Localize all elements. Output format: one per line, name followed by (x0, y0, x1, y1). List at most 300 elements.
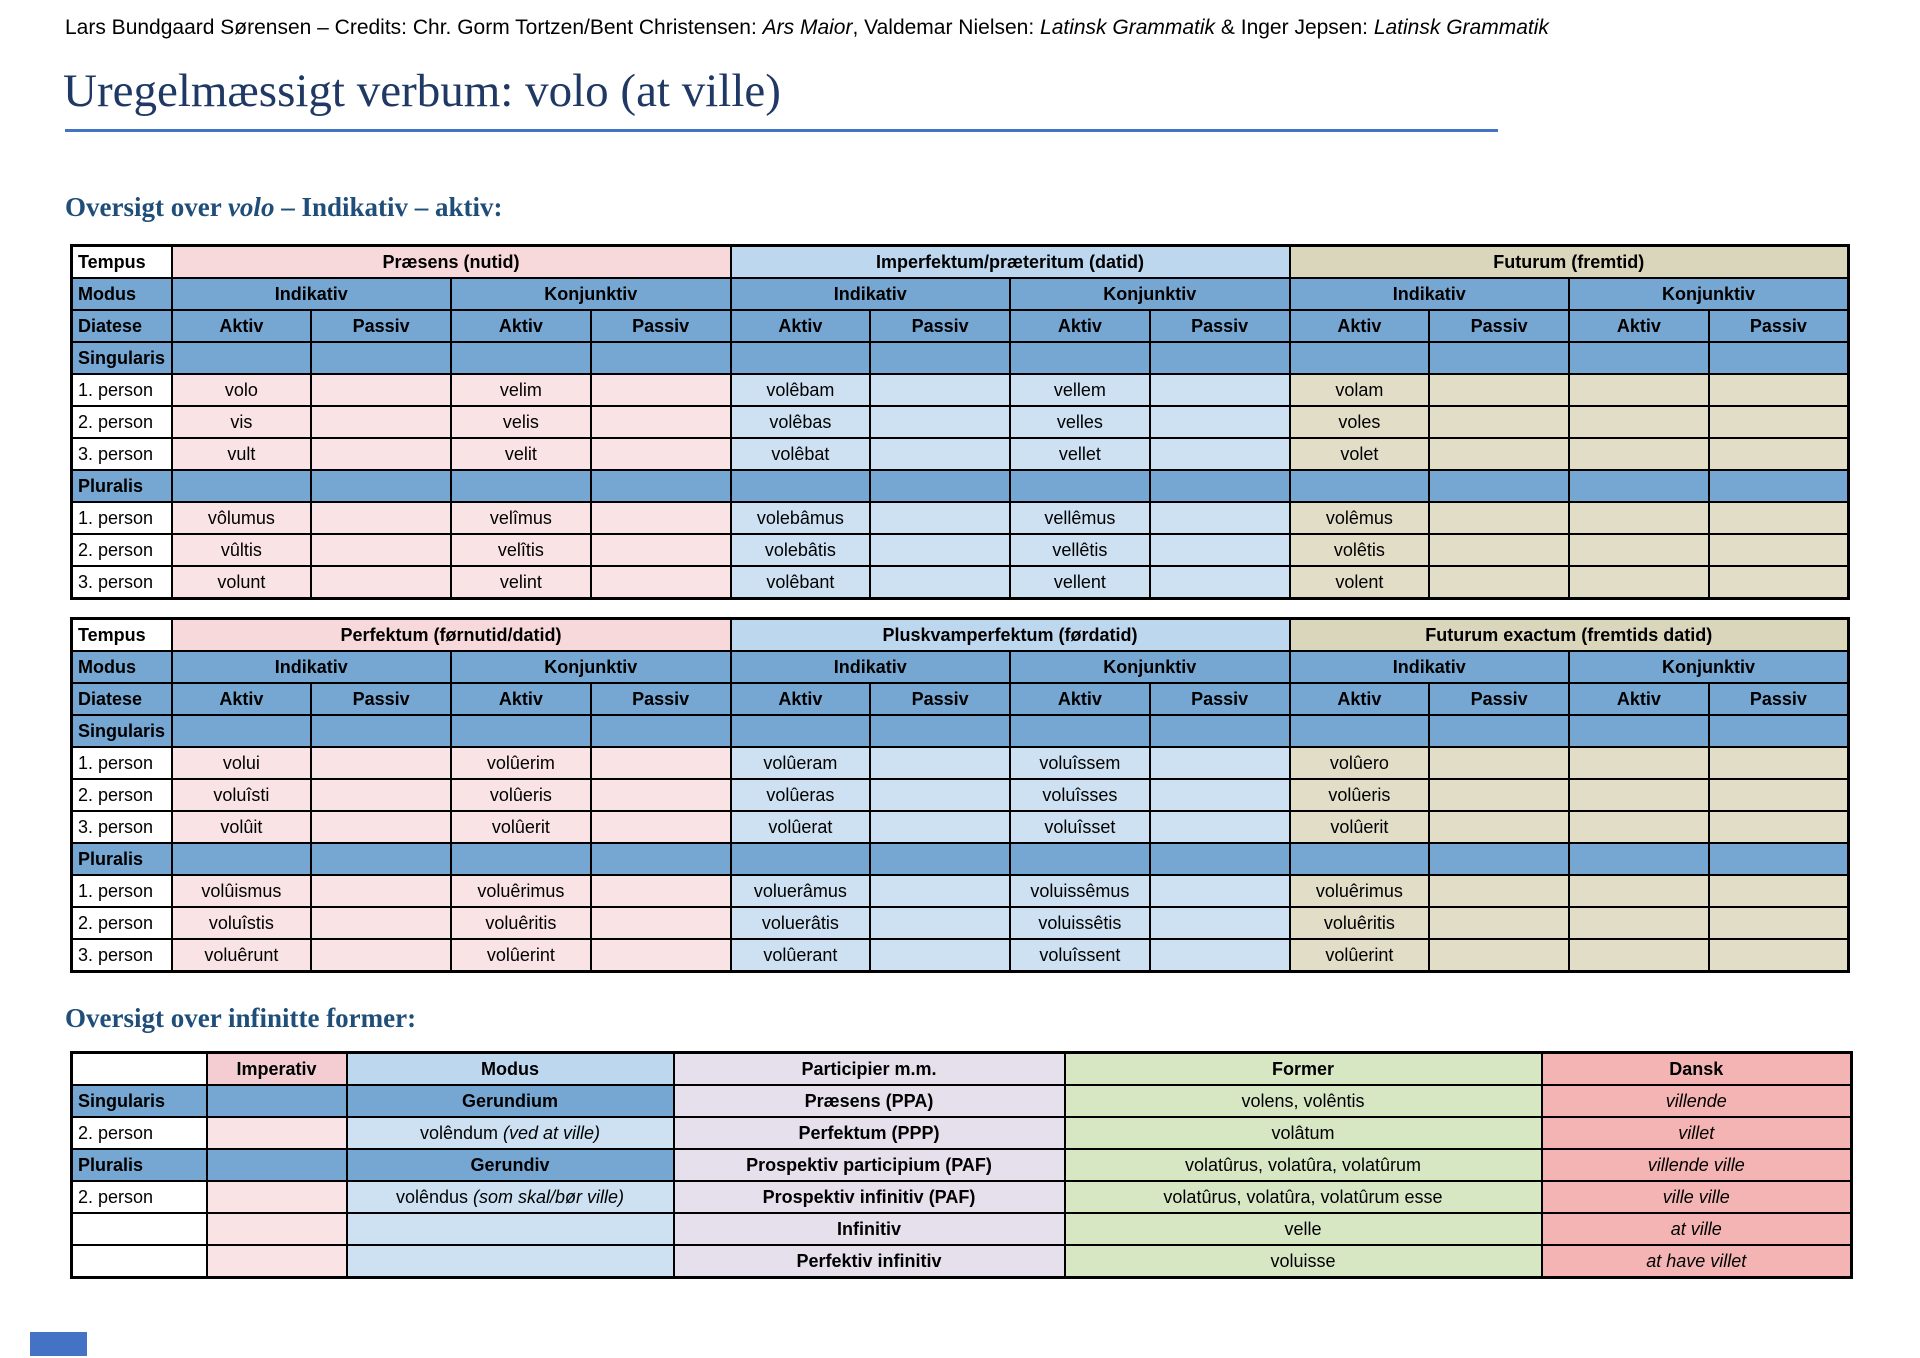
tempus-label: Tempus (72, 246, 172, 279)
empty-cell (870, 939, 1010, 972)
band-cell (207, 1085, 347, 1117)
empty-cell (207, 1213, 347, 1245)
form-cell: voluêritis (451, 907, 591, 939)
table-row (72, 779, 1849, 811)
person-label: 2. person (72, 779, 172, 811)
form-cell: volûeras (731, 779, 871, 811)
empty-cell (870, 374, 1010, 406)
empty-cell (1150, 566, 1290, 599)
empty-cell (1150, 939, 1290, 972)
form-cell: velit (451, 438, 591, 470)
tense-header-futurum-exactum: Futurum exactum (fremtids datid) (1290, 619, 1849, 652)
tense-header-praesens: Præsens (nutid) (172, 246, 731, 279)
empty-cell (1709, 939, 1849, 972)
credits-line (65, 16, 1549, 40)
band-cell (1429, 470, 1569, 502)
table-row (72, 1213, 1852, 1245)
diatese-header: Passiv (591, 310, 731, 342)
table-row (72, 1181, 1852, 1213)
form-cell (1569, 907, 1709, 939)
form-cell (1569, 374, 1709, 406)
dansk-cell: ville ville (1542, 1181, 1852, 1213)
table-row (72, 406, 1849, 438)
diatese-header: Passiv (1150, 310, 1290, 342)
band-cell (1709, 715, 1849, 747)
empty-cell (1429, 747, 1569, 779)
empty-cell (870, 779, 1010, 811)
form-cell (1569, 875, 1709, 907)
empty-cell (591, 502, 731, 534)
table-row (72, 1245, 1852, 1278)
diatese-header: Passiv (1429, 310, 1569, 342)
form-cell: voluissêtis (1010, 907, 1150, 939)
tempus-label: Tempus (72, 619, 172, 652)
person-label: 1. person (72, 502, 172, 534)
page-title: Uregelmæssigt verbum: volo (at ville) (63, 65, 781, 117)
form-cell: volûerim (451, 747, 591, 779)
empty-cell (591, 907, 731, 939)
form-cell: vellêmus (1010, 502, 1150, 534)
pluralis-label: Pluralis (72, 843, 172, 875)
empty-cell (1150, 374, 1290, 406)
empty-cell (591, 566, 731, 599)
form-cell: velint (451, 566, 591, 599)
modus-header: Indikativ (731, 278, 1011, 310)
empty-cell (591, 779, 731, 811)
diatese-header: Passiv (591, 683, 731, 715)
former-cell: volatûrus, volatûra, volatûrum (1065, 1149, 1542, 1181)
person-label: 3. person (72, 811, 172, 843)
form-cell: vult (172, 438, 312, 470)
modus-header: Konjunktiv (451, 278, 731, 310)
person-label: 2. person (72, 1117, 207, 1149)
participier-cell: Prospektiv infinitiv (PAF) (674, 1181, 1065, 1213)
modus-header: Konjunktiv (451, 651, 731, 683)
band-cell (1290, 342, 1430, 374)
form-cell: volêbam (731, 374, 871, 406)
modus-header: Indikativ (172, 278, 452, 310)
band-cell (311, 470, 451, 502)
empty-cell (72, 1245, 207, 1278)
empty-cell (311, 939, 451, 972)
band-cell (1569, 843, 1709, 875)
diatese-header: Passiv (311, 683, 451, 715)
form-cell (1569, 939, 1709, 972)
empty-cell (1150, 502, 1290, 534)
participier-cell: Præsens (PPA) (674, 1085, 1065, 1117)
empty-cell (870, 907, 1010, 939)
diatese-row (72, 310, 1849, 342)
singularis-label: Singularis (72, 1085, 207, 1117)
participier-cell: Prospektiv participium (PAF) (674, 1149, 1065, 1181)
empty-cell (870, 502, 1010, 534)
empty-cell (870, 566, 1010, 599)
empty-cell (1150, 534, 1290, 566)
form-cell (1569, 534, 1709, 566)
band-cell (1010, 470, 1150, 502)
person-label: 1. person (72, 374, 172, 406)
table-row (72, 939, 1849, 972)
form-cell: velîtis (451, 534, 591, 566)
form-cell: volo (172, 374, 312, 406)
singularis-band-row (72, 715, 1849, 747)
diatese-header: Aktiv (1569, 683, 1709, 715)
empty-cell (311, 374, 451, 406)
table-row (72, 875, 1849, 907)
diatese-header: Passiv (870, 310, 1010, 342)
empty-cell (1709, 811, 1849, 843)
form-cell (1569, 747, 1709, 779)
band-cell (311, 843, 451, 875)
empty-cell (1709, 438, 1849, 470)
form-cell: volûeris (1290, 779, 1430, 811)
diatese-header: Passiv (1709, 683, 1849, 715)
dansk-cell: at ville (1542, 1213, 1852, 1245)
imperativ-header: Imperativ (207, 1053, 347, 1086)
dansk-header: Dansk (1542, 1053, 1852, 1086)
diatese-header: Aktiv (1290, 683, 1430, 715)
band-cell (1709, 342, 1849, 374)
modus-header: Konjunktiv (1010, 651, 1290, 683)
table-row (72, 747, 1849, 779)
modus-header: Indikativ (1290, 278, 1570, 310)
form-cell: velîmus (451, 502, 591, 534)
band-cell (1709, 843, 1849, 875)
pluralis-band-row (72, 470, 1849, 502)
empty-cell (1429, 779, 1569, 811)
tempus-row (72, 246, 1849, 279)
former-cell: voluisse (1065, 1245, 1542, 1278)
band-cell (870, 715, 1010, 747)
person-label: 2. person (72, 406, 172, 438)
form-cell: voluêritis (1290, 907, 1430, 939)
section-heading-indikativ-aktiv (65, 192, 503, 223)
form-cell: voles (1290, 406, 1430, 438)
gerundium-form-cell (347, 1117, 674, 1149)
empty-cell (591, 374, 731, 406)
empty-cell (591, 438, 731, 470)
form-cell: voluîssem (1010, 747, 1150, 779)
band-cell (1429, 342, 1569, 374)
table-row (72, 811, 1849, 843)
form-cell: voluêrimus (1290, 875, 1430, 907)
empty-cell (591, 939, 731, 972)
empty-cell (870, 811, 1010, 843)
empty-cell (311, 534, 451, 566)
empty-cell (347, 1213, 674, 1245)
diatese-header: Passiv (1709, 310, 1849, 342)
diatese-header: Aktiv (1010, 310, 1150, 342)
pluralis-label: Pluralis (72, 1149, 207, 1181)
latin-form: volêndus (395, 1186, 474, 1207)
form-cell: voluissêmus (1010, 875, 1150, 907)
singularis-band-row (72, 342, 1849, 374)
form-cell: vûltis (172, 534, 312, 566)
form-cell: voluîstis (172, 907, 312, 939)
empty-cell (1709, 875, 1849, 907)
band-cell (1429, 715, 1569, 747)
empty-cell (1709, 534, 1849, 566)
empty-header-cell (72, 1053, 207, 1086)
danish-gloss: (ved at ville) (503, 1122, 601, 1143)
band-cell (1290, 715, 1430, 747)
empty-cell (870, 406, 1010, 438)
band-cell (451, 843, 591, 875)
person-label: 2. person (72, 534, 172, 566)
band-cell (591, 843, 731, 875)
modus-header: Modus (347, 1053, 674, 1086)
modus-row (72, 278, 1849, 310)
form-cell: volûeram (731, 747, 871, 779)
former-cell: volatûrus, volatûra, volatûrum esse (1065, 1181, 1542, 1213)
band-cell (1010, 843, 1150, 875)
modus-header: Konjunktiv (1010, 278, 1290, 310)
pluralis-band-row (72, 843, 1849, 875)
participier-cell: Infinitiv (674, 1213, 1065, 1245)
form-cell: volûerit (1290, 811, 1430, 843)
empty-cell (1429, 438, 1569, 470)
empty-cell (1150, 907, 1290, 939)
empty-cell (591, 406, 731, 438)
form-cell: volûerint (1290, 939, 1430, 972)
form-cell: volebâmus (731, 502, 871, 534)
latin-form: volêndum (419, 1122, 504, 1143)
empty-cell (1429, 907, 1569, 939)
credits-work-title: Ars Maior (762, 16, 853, 39)
singularis-label: Singularis (72, 342, 172, 374)
band-cell (172, 470, 312, 502)
table-row (72, 374, 1849, 406)
band-cell (1709, 470, 1849, 502)
band-cell (207, 1149, 347, 1181)
tense-header-pluskvamperfektum: Pluskvamperfektum (førdatid) (731, 619, 1290, 652)
dansk-cell: villet (1542, 1117, 1852, 1149)
credits-text: , Valdemar Nielsen: (852, 16, 1041, 39)
person-label: 1. person (72, 747, 172, 779)
heading-text: – Indikativ – aktiv: (274, 192, 503, 222)
form-cell: volêbat (731, 438, 871, 470)
t3-header-row (72, 1053, 1852, 1086)
band-cell (1150, 470, 1290, 502)
credits-work-title: Latinsk Grammatik (1373, 16, 1549, 39)
form-cell: volûerint (451, 939, 591, 972)
band-cell (591, 342, 731, 374)
empty-cell (1150, 875, 1290, 907)
empty-cell (870, 438, 1010, 470)
form-cell: voluerâmus (731, 875, 871, 907)
empty-cell (311, 438, 451, 470)
form-cell: vôlumus (172, 502, 312, 534)
band-cell (591, 715, 731, 747)
diatese-header: Aktiv (451, 310, 591, 342)
band-cell (1569, 342, 1709, 374)
form-cell: volui (172, 747, 312, 779)
empty-cell (1429, 939, 1569, 972)
empty-cell (207, 1245, 347, 1278)
empty-cell (591, 747, 731, 779)
empty-cell (347, 1245, 674, 1278)
band-cell (311, 342, 451, 374)
section-heading-infinitte-former (65, 1003, 416, 1034)
heading-text: Oversigt over (65, 192, 228, 222)
band-cell (731, 715, 871, 747)
empty-cell (1709, 566, 1849, 599)
modus-header: Konjunktiv (1569, 651, 1849, 683)
form-cell: vellêtis (1010, 534, 1150, 566)
diatese-header: Passiv (311, 310, 451, 342)
empty-cell (870, 747, 1010, 779)
diatese-header: Aktiv (1010, 683, 1150, 715)
empty-cell (1150, 811, 1290, 843)
form-cell: volunt (172, 566, 312, 599)
gerundiv-form-cell (347, 1181, 674, 1213)
band-cell (451, 715, 591, 747)
gerundium-cell: Gerundium (347, 1085, 674, 1117)
form-cell (1569, 811, 1709, 843)
table-row (72, 502, 1849, 534)
empty-cell (1150, 406, 1290, 438)
form-cell: velim (451, 374, 591, 406)
band-cell (1290, 470, 1430, 502)
empty-cell (1150, 438, 1290, 470)
empty-cell (207, 1181, 347, 1213)
modus-header: Indikativ (172, 651, 452, 683)
form-cell: vellent (1010, 566, 1150, 599)
table-row (72, 438, 1849, 470)
table-row (72, 566, 1849, 599)
empty-cell (1429, 534, 1569, 566)
diatese-header: Aktiv (731, 310, 871, 342)
empty-cell (311, 907, 451, 939)
form-cell: volûit (172, 811, 312, 843)
form-cell: voluêrunt (172, 939, 312, 972)
form-cell: voluîssent (1010, 939, 1150, 972)
table-row (72, 1085, 1852, 1117)
band-cell (731, 470, 871, 502)
form-cell: volam (1290, 374, 1430, 406)
credits-text: Lars Bundgaard Sørensen – Credits: Chr. Gorm Tortzen/Bent Christensen: (65, 16, 763, 39)
title-underline-rule (65, 129, 1498, 132)
empty-cell (1709, 747, 1849, 779)
empty-cell (1429, 502, 1569, 534)
tense-header-perfektum: Perfektum (førnutid/datid) (172, 619, 731, 652)
tense-header-futurum: Futurum (fremtid) (1290, 246, 1849, 279)
table-row (72, 907, 1849, 939)
former-cell: velle (1065, 1213, 1542, 1245)
empty-cell (1429, 374, 1569, 406)
diatese-header: Passiv (1150, 683, 1290, 715)
form-cell: volûero (1290, 747, 1430, 779)
empty-cell (591, 811, 731, 843)
band-cell (1010, 715, 1150, 747)
empty-cell (311, 811, 451, 843)
gerundiv-cell: Gerundiv (347, 1149, 674, 1181)
diatese-header: Aktiv (731, 683, 871, 715)
diatese-label: Diatese (72, 310, 172, 342)
tempus-row (72, 619, 1849, 652)
empty-cell (591, 875, 731, 907)
form-cell: volêmus (1290, 502, 1430, 534)
conjugation-table-perfektum-pluskvamperfektum-futurum-exactum (70, 617, 1850, 973)
participier-cell: Perfektiv infinitiv (674, 1245, 1065, 1278)
form-cell: volebâtis (731, 534, 871, 566)
empty-cell (1429, 811, 1569, 843)
band-cell (1290, 843, 1430, 875)
conjugation-table-praesens-imperfektum-futurum (70, 244, 1850, 600)
band-cell (1150, 342, 1290, 374)
form-cell: voluîsset (1010, 811, 1150, 843)
diatese-header: Passiv (1429, 683, 1569, 715)
empty-cell (207, 1117, 347, 1149)
form-cell: vis (172, 406, 312, 438)
empty-cell (311, 502, 451, 534)
band-cell (591, 470, 731, 502)
diatese-label: Diatese (72, 683, 172, 715)
band-cell (172, 342, 312, 374)
person-label: 3. person (72, 438, 172, 470)
person-label: 2. person (72, 907, 172, 939)
modus-row (72, 651, 1849, 683)
form-cell: volêtis (1290, 534, 1430, 566)
band-cell (731, 843, 871, 875)
empty-cell (1709, 907, 1849, 939)
table-row (72, 1117, 1852, 1149)
corner-accent-square (30, 1332, 87, 1356)
diatese-row (72, 683, 1849, 715)
modus-header: Konjunktiv (1569, 278, 1849, 310)
band-cell (870, 470, 1010, 502)
form-cell: volûerit (451, 811, 591, 843)
empty-cell (1429, 406, 1569, 438)
diatese-header: Aktiv (1569, 310, 1709, 342)
band-cell (451, 470, 591, 502)
form-cell: volent (1290, 566, 1430, 599)
diatese-header: Aktiv (1290, 310, 1430, 342)
form-cell: voluîsses (1010, 779, 1150, 811)
band-cell (731, 342, 871, 374)
dansk-cell: at have villet (1542, 1245, 1852, 1278)
empty-cell (311, 747, 451, 779)
empty-cell (311, 779, 451, 811)
band-cell (870, 342, 1010, 374)
former-cell: volens, volêntis (1065, 1085, 1542, 1117)
empty-cell (870, 875, 1010, 907)
former-header: Former (1065, 1053, 1542, 1086)
form-cell: vellet (1010, 438, 1150, 470)
form-cell: vellem (1010, 374, 1150, 406)
diatese-header: Aktiv (172, 683, 312, 715)
pluralis-label: Pluralis (72, 470, 172, 502)
table-row (72, 534, 1849, 566)
form-cell: velis (451, 406, 591, 438)
form-cell: volûeris (451, 779, 591, 811)
empty-cell (870, 534, 1010, 566)
form-cell (1569, 502, 1709, 534)
band-cell (1429, 843, 1569, 875)
singularis-label: Singularis (72, 715, 172, 747)
empty-cell (311, 566, 451, 599)
band-cell (311, 715, 451, 747)
person-label: 3. person (72, 566, 172, 599)
empty-cell (1429, 875, 1569, 907)
credits-text: & Inger Jepsen: (1215, 16, 1374, 39)
band-cell (1569, 470, 1709, 502)
form-cell (1569, 566, 1709, 599)
form-cell: velles (1010, 406, 1150, 438)
empty-cell (311, 406, 451, 438)
dansk-cell: villende ville (1542, 1149, 1852, 1181)
empty-cell (311, 875, 451, 907)
